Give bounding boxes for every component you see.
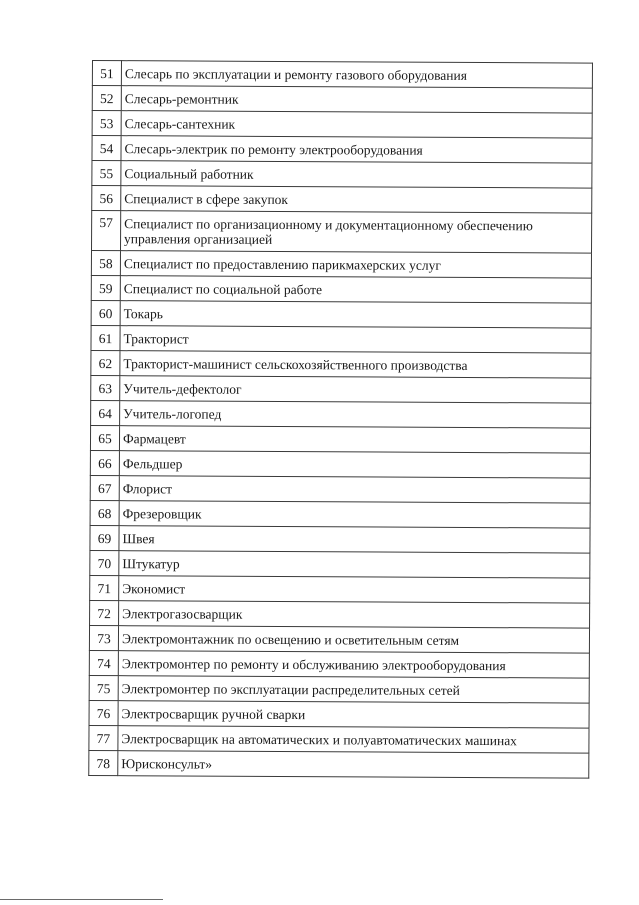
table-row: [90, 500, 590, 528]
row-number: 78: [89, 750, 118, 775]
row-number: 63: [91, 375, 120, 400]
profession-name: Флорист: [119, 476, 590, 503]
profession-name: Электромонтер по эксплуатации распределительных сетей: [118, 676, 589, 703]
table-row: [89, 625, 589, 653]
profession-name: Электрогазосварщик: [119, 601, 590, 628]
row-number: 65: [90, 425, 119, 450]
table-row: [92, 111, 592, 139]
table-row: [90, 550, 590, 578]
table-row: [91, 400, 591, 428]
table-row: [92, 211, 592, 254]
table-row: [89, 650, 589, 678]
row-number: 68: [90, 500, 119, 525]
profession-name: Токарь: [120, 301, 591, 328]
table-row: [91, 325, 591, 353]
table-row: [91, 375, 591, 403]
row-number: 62: [91, 350, 120, 375]
table-row: [89, 750, 589, 778]
profession-name: Фельдшер: [119, 451, 590, 478]
table-row: [89, 700, 589, 728]
table-row: [92, 136, 592, 164]
row-number: 57: [92, 211, 121, 251]
footnote-separator-line: [0, 899, 163, 900]
row-number: 52: [92, 86, 121, 111]
table-row: [90, 425, 590, 453]
row-number: 59: [91, 275, 120, 300]
table-row: [91, 300, 591, 328]
profession-name: Специалист в сфере закупок: [121, 186, 592, 213]
profession-name: Социальный работник: [121, 161, 592, 188]
profession-name: Специалист по социальной работе: [120, 276, 591, 303]
row-number: 53: [92, 111, 121, 136]
profession-name: Швея: [119, 526, 590, 553]
profession-name: Электросварщик ручной сварки: [118, 701, 589, 728]
row-number: 77: [89, 725, 118, 750]
profession-name: Учитель-дефектолог: [120, 376, 591, 403]
row-number: 69: [90, 525, 119, 550]
row-number: 70: [90, 550, 119, 575]
profession-name: Экономист: [119, 576, 590, 603]
row-number: 72: [90, 600, 119, 625]
row-number: 66: [90, 450, 119, 475]
profession-name: Электромонтажник по освещению и осветительным сетям: [118, 626, 589, 653]
row-number: 51: [92, 61, 121, 86]
row-number: 55: [92, 161, 121, 186]
profession-name: Тракторист: [120, 326, 591, 353]
row-number: 73: [89, 625, 118, 650]
table-row: [89, 725, 589, 753]
profession-name: Слесарь-сантехник: [121, 111, 592, 138]
row-number: 61: [91, 325, 120, 350]
table-row: [92, 61, 592, 89]
profession-name: Фармацевт: [119, 426, 590, 453]
row-number: 67: [90, 475, 119, 500]
profession-name: Тракторист-машинист сельскохозяйственного производства: [120, 351, 591, 378]
profession-name: Электромонтер по ремонту и обслуживанию электрооборудования: [118, 651, 589, 678]
row-number: 60: [91, 300, 120, 325]
table-row: [91, 275, 591, 303]
table-row: [90, 600, 590, 628]
profession-name: Слесарь-ремонтник: [121, 86, 592, 113]
row-number: 74: [89, 650, 118, 675]
profession-name: Специалист по предоставлению парикмахерских услуг: [120, 251, 591, 278]
row-number: 64: [91, 400, 120, 425]
table-row: [89, 675, 589, 703]
profession-name: Слесарь-электрик по ремонту электрооборудования: [121, 136, 592, 163]
profession-name: Электросварщик на автоматических и полуавтоматических машинах: [118, 726, 589, 753]
professions-table: [88, 60, 593, 779]
row-number: 76: [89, 700, 118, 725]
table-row: [90, 450, 590, 478]
profession-name: Штукатур: [119, 551, 590, 578]
row-number: 71: [90, 575, 119, 600]
profession-name: Слесарь по эксплуатации и ремонту газового оборудования: [121, 61, 592, 88]
row-number: 58: [91, 251, 120, 276]
professions-table-body: [89, 61, 593, 779]
row-number: 56: [92, 186, 121, 211]
table-row: [92, 186, 592, 214]
profession-name: Специалист по организационному и документационному обеспечению управления организацией: [121, 211, 592, 253]
table-row: [90, 575, 590, 603]
table-row: [91, 350, 591, 378]
table-row: [90, 475, 590, 503]
table-row: [92, 161, 592, 189]
table-row: [92, 86, 592, 114]
table-row: [91, 251, 591, 279]
profession-name: Учитель-логопед: [120, 401, 591, 428]
row-number: 54: [92, 136, 121, 161]
profession-name: Юрисконсульт»: [118, 751, 589, 778]
row-number: 75: [89, 675, 118, 700]
profession-name: Фрезеровщик: [119, 501, 590, 528]
table-row: [90, 525, 590, 553]
